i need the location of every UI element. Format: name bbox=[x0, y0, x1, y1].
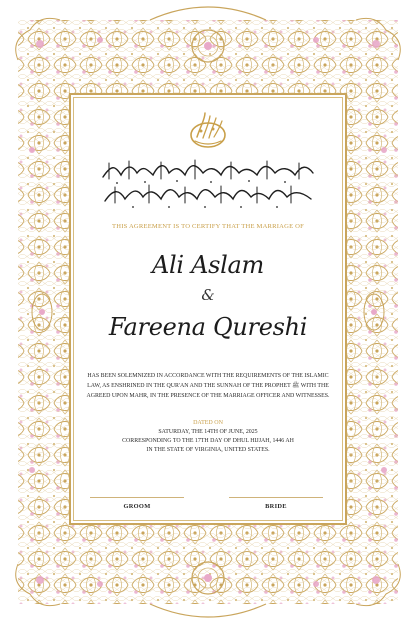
location: IN THE STATE OF VIRGINIA, UNITED STATES. bbox=[146, 447, 270, 453]
certificate-content bbox=[69, 93, 347, 525]
hijri-date: CORRESPONDING TO THE 17TH DAY OF DHUL HIJJAH, 1446 AH bbox=[122, 438, 294, 444]
bride-name: Fareena Qureshi bbox=[108, 313, 308, 341]
certify-statement: THIS AGREEMENT IS TO CERTIFY THAT THE MARRIAGE OF bbox=[112, 223, 304, 230]
calligraphy-emblem bbox=[183, 107, 233, 157]
groom-name: Ali Aslam bbox=[151, 251, 264, 279]
groom-label: GROOM bbox=[123, 503, 151, 510]
solemnization-line-2: LAW, AS ENSHRINED IN THE QUR'AN AND THE SUNNAH OF THE PROPHET ﷺ WITH THE bbox=[87, 383, 329, 389]
bride-signature-line[interactable] bbox=[229, 497, 323, 498]
bride-label: BRIDE bbox=[265, 503, 287, 510]
dated-on-label: DATED ON bbox=[193, 420, 223, 426]
quranic-verse-calligraphy bbox=[99, 157, 317, 211]
solemnization-statement bbox=[79, 371, 337, 401]
ampersand: & bbox=[201, 286, 215, 304]
solemnization-line-3: AGREED UPON MAHR, IN THE PRESENCE OF THE MARRIAGE OFFICER AND WITNESSES. bbox=[86, 393, 330, 399]
groom-signature-line[interactable] bbox=[90, 497, 184, 498]
gregorian-date: SATURDAY, THE 14TH OF JUNE, 2025 bbox=[158, 429, 258, 435]
solemnization-line-1: HAS BEEN SOLEMNIZED IN ACCORDANCE WITH THE REQUIREMENTS OF THE ISLAMIC bbox=[87, 373, 329, 379]
